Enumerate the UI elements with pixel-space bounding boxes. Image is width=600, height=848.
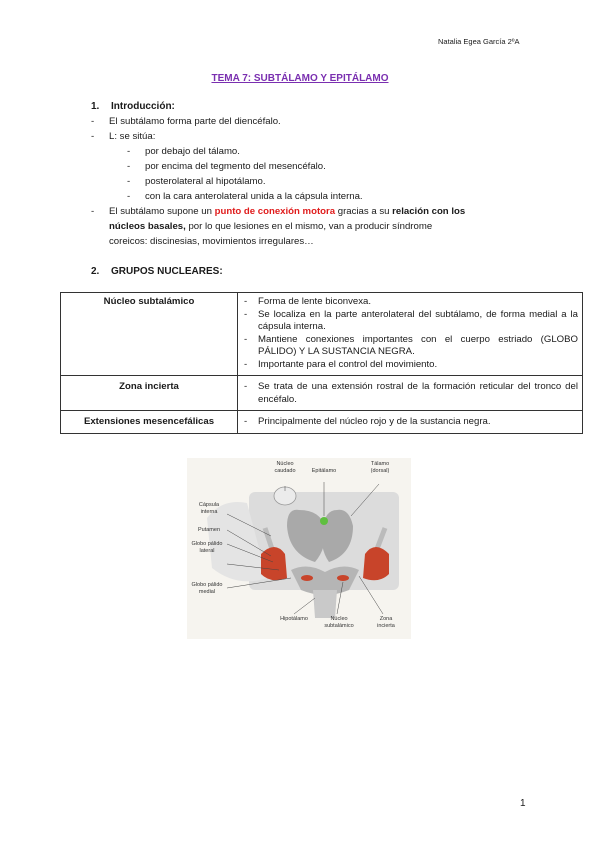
subthalamus-diagram bbox=[187, 458, 411, 639]
intro-subitem-text: con la cara anterolateral unida a la cápsula interna. bbox=[145, 191, 363, 202]
list-item: - Se trata de una extensión rostral de la formación reticular del tronco del encéfalo. bbox=[242, 381, 578, 406]
table-cell-description bbox=[238, 411, 583, 434]
page-number: 1 bbox=[520, 798, 526, 809]
intro-text-run: gracias a su bbox=[337, 206, 390, 217]
label-thalamus: Tálamo (dorsal) bbox=[370, 461, 390, 474]
intro-subitem: - por debajo del tálamo. bbox=[127, 146, 240, 157]
intro-subitem-text: por debajo del tálamo. bbox=[145, 146, 240, 157]
table-row bbox=[61, 411, 583, 434]
intro-text-run: por lo que lesiones en el mismo, van a producir síndrome bbox=[188, 221, 433, 232]
label-zona-incerta: Zona incierta bbox=[377, 616, 395, 629]
list-item: - Importante para el control del movimiento. bbox=[242, 359, 578, 372]
section-2-number: 2. bbox=[91, 266, 100, 277]
nuclear-groups-table bbox=[60, 292, 583, 434]
list-item: - Forma de lente biconvexa. bbox=[242, 296, 578, 309]
epithalamus-shape bbox=[320, 517, 328, 525]
right-globus-pallidus-shape bbox=[363, 547, 389, 580]
table-row bbox=[61, 293, 583, 376]
intro-subitem: - posterolateral al hipotálamo. bbox=[127, 176, 266, 187]
header-author: Natalia Egea García 2ºA bbox=[438, 37, 520, 46]
intro-line-1: - El subtálamo forma parte del diencéfalo. bbox=[91, 116, 281, 127]
page-title: TEMA 7: SUBTÁLAMO Y EPITÁLAMO bbox=[211, 73, 389, 84]
table-cell-name: Extensiones mesencefálicas bbox=[61, 411, 238, 434]
table-cell-name: Núcleo subtalámico bbox=[61, 293, 238, 376]
label-epithalamus: Epitálamo bbox=[311, 468, 337, 474]
label-subthalamic-nucleus: Núcleo subtalámico bbox=[324, 616, 354, 629]
intro-line-1-text: El subtálamo forma parte del diencéfalo. bbox=[109, 116, 281, 127]
intro-bold-run: núcleos basales, bbox=[109, 221, 186, 232]
label-internal-capsule: Cápsula interna bbox=[198, 502, 220, 515]
intro-line-4 bbox=[109, 220, 432, 234]
left-globus-pallidus-shape bbox=[261, 547, 287, 580]
intro-text-run: El subtálamo supone un bbox=[109, 206, 212, 217]
left-subthalamic-nucleus-shape bbox=[301, 575, 313, 581]
label-putamen: Putamen bbox=[197, 527, 220, 533]
intro-line-5 bbox=[109, 235, 314, 249]
intro-subitem: - por encima del tegmento del mesencéfalo. bbox=[127, 161, 326, 172]
intro-line-2-text: L: se sitúa: bbox=[109, 131, 156, 142]
section-1-heading bbox=[91, 101, 175, 112]
table-row bbox=[61, 376, 583, 411]
label-caudate: Núcleo caudado bbox=[274, 461, 296, 474]
intro-line-2: - L: se sitúa: bbox=[91, 131, 156, 142]
intro-bold-run: relación con los bbox=[392, 206, 466, 217]
intro-line-3: - El subtálamo supone un punto de conexión motora gracias a su relación con los bbox=[91, 206, 466, 217]
section-1-title: Introducción: bbox=[111, 101, 175, 112]
table-cell-description bbox=[238, 376, 583, 411]
list-item: - Mantiene conexiones importantes con el cuerpo estriado (GLOBO PÁLIDO) Y LA SUSTANCIA NEGRA. bbox=[242, 334, 578, 359]
list-item: - Principalmente del núcleo rojo y de la sustancia negra. bbox=[242, 416, 578, 429]
intro-text bbox=[91, 115, 531, 255]
list-item: - Se localiza en la parte anterolateral del subtálamo, de forma medial a la cápsula interna. bbox=[242, 309, 578, 334]
intro-subitem: - con la cara anterolateral unida a la cápsula interna. bbox=[127, 191, 363, 202]
hypothalamus-shape bbox=[313, 590, 337, 618]
section-2-heading bbox=[91, 266, 223, 277]
label-hypothalamus: Hipotálamo bbox=[280, 616, 308, 622]
label-lateral-globus-pallidus: Globo pálido lateral bbox=[191, 541, 223, 554]
section-1-number: 1. bbox=[91, 101, 100, 112]
table-cell-description bbox=[238, 293, 583, 376]
intro-text-run: coreicos: discinesias, movimientos irregulares… bbox=[109, 236, 314, 247]
intro-subitem-text: por encima del tegmento del mesencéfalo. bbox=[145, 161, 326, 172]
intro-subitem-text: posterolateral al hipotálamo. bbox=[145, 176, 266, 187]
table-cell-name: Zona incierta bbox=[61, 376, 238, 411]
label-medial-globus-pallidus: Globo pálido medial bbox=[191, 582, 223, 595]
right-subthalamic-nucleus-shape bbox=[337, 575, 349, 581]
motor-connection-highlight: punto de conexión motora bbox=[214, 206, 336, 217]
section-2-title: GRUPOS NUCLEARES: bbox=[111, 266, 223, 277]
